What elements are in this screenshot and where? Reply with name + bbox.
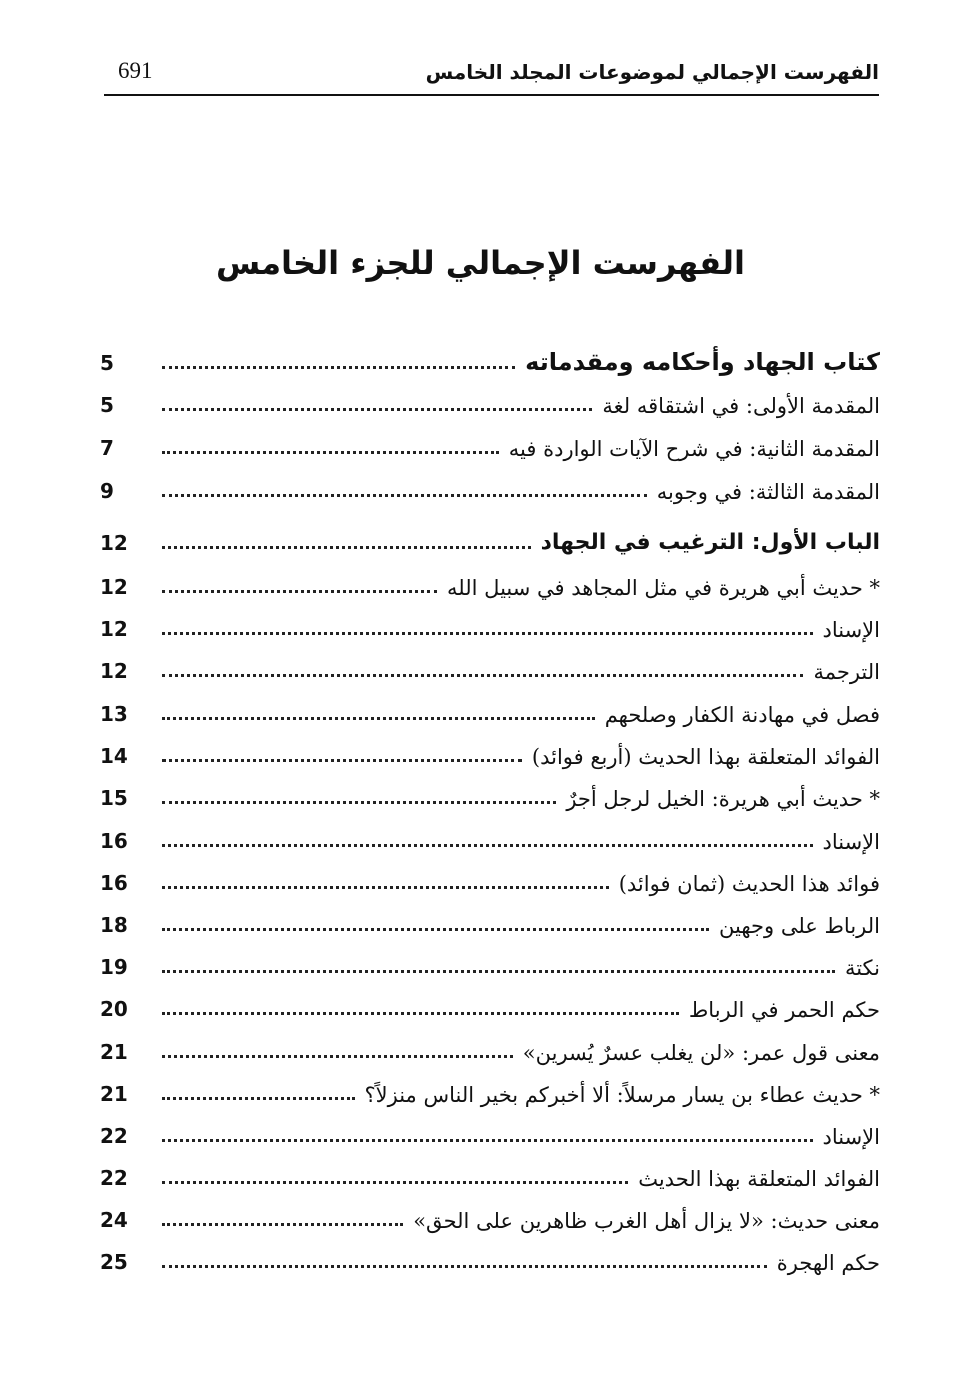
toc-entry — [100, 773, 880, 813]
toc-entry-page: 7 — [100, 436, 114, 460]
section-heading: الفهرست الإجمالي للجزء الخامس — [215, 244, 746, 282]
toc-entry — [100, 1153, 880, 1193]
toc-entry-title: الترجمة — [813, 659, 880, 684]
toc-entry — [100, 423, 880, 463]
toc-entry — [100, 380, 880, 420]
toc-entry-title: * حديث أبي هريرة: الخيل لرجل أجرٌ — [566, 786, 880, 811]
dot-leader — [162, 1223, 403, 1226]
toc-entry-title: الإسناد — [822, 617, 880, 642]
toc-entry-page: 12 — [100, 659, 128, 683]
toc-entry-title: الرباط على وجهين — [719, 913, 880, 938]
toc-entry-title: معنى قول عمر: «لن يغلب عسرٌ يُسرين» — [522, 1040, 880, 1065]
toc-entry-page: 14 — [100, 744, 128, 768]
toc-entry — [100, 646, 880, 686]
dot-leader — [162, 759, 522, 762]
toc-entry — [100, 518, 880, 558]
page-number: 691 — [118, 58, 153, 83]
toc-entry-title: فصل في مهادنة الكفار وصلحهم — [604, 702, 880, 727]
toc-entry-title: * حديث أبي هريرة في مثل المجاهد في سبيل الله — [447, 575, 880, 600]
toc-entry-page: 12 — [100, 531, 128, 555]
toc-entry — [100, 689, 880, 729]
dot-leader — [162, 970, 835, 973]
toc-entry — [100, 984, 880, 1024]
toc-entry-page: 5 — [100, 351, 114, 375]
toc-entry-title: معنى حديث: «لا يزال أهل الغرب ظاهرين على الحق» — [413, 1208, 880, 1233]
toc-entry-page: 15 — [100, 786, 128, 810]
toc-entry — [100, 1027, 880, 1067]
toc-entry — [100, 816, 880, 856]
toc-entry-page: 9 — [100, 479, 114, 503]
toc-entry-title: المقدمة الأولى: في اشتقاقه لغة — [602, 393, 880, 418]
toc-entry-page: 22 — [100, 1124, 128, 1148]
dot-leader — [162, 451, 499, 454]
dot-leader — [162, 801, 556, 804]
toc-entry-page: 13 — [100, 702, 128, 726]
toc-entry-title: حكم الهجرة — [776, 1250, 880, 1275]
toc-entry-title: حكم الحمر في الرباط — [688, 997, 880, 1022]
toc-entry-page: 22 — [100, 1166, 128, 1190]
toc-entry-page: 16 — [100, 829, 128, 853]
toc-entry-page: 12 — [100, 617, 128, 641]
toc-entry-page: 16 — [100, 871, 128, 895]
dot-leader — [162, 674, 803, 677]
toc-entry — [100, 1237, 880, 1277]
toc-entry-title: الإسناد — [822, 1124, 880, 1149]
toc-entry-page: 21 — [100, 1082, 128, 1106]
toc-entry — [100, 731, 880, 771]
toc-entry-page: 20 — [100, 997, 128, 1021]
dot-leader — [162, 632, 813, 635]
dot-leader — [162, 928, 709, 931]
toc-entry — [100, 1111, 880, 1151]
toc-entry — [100, 466, 880, 506]
toc-entry-page: 19 — [100, 955, 128, 979]
dot-leader — [162, 886, 609, 889]
toc-entry — [100, 1069, 880, 1109]
dot-leader — [162, 1265, 767, 1268]
toc-entry — [100, 900, 880, 940]
toc-entry-title: الفوائد المتعلقة بهذا الحديث — [638, 1166, 880, 1191]
toc-entry-page: 25 — [100, 1250, 128, 1274]
toc-entry-page: 18 — [100, 913, 128, 937]
toc-entry-title: فوائد هذا الحديث (ثمان فوائد) — [618, 871, 880, 896]
toc-entry-title: المقدمة الثالثة: في وجوبه — [656, 479, 880, 504]
toc-entry — [100, 562, 880, 602]
toc-entry-page: 5 — [100, 393, 114, 417]
running-header — [104, 56, 879, 96]
toc-entry-title: كتاب الجهاد وأحكامه ومقدماته — [525, 347, 880, 376]
dot-leader — [162, 590, 437, 593]
dot-leader — [162, 1139, 813, 1142]
dot-leader — [162, 1012, 679, 1015]
toc-entry-title: الفوائد المتعلقة بهذا الحديث (أربع فوائد) — [531, 744, 880, 769]
dot-leader — [162, 546, 531, 549]
toc-entry-page: 12 — [100, 575, 128, 599]
toc-entry-title: الباب الأول: الترغيب في الجهاد — [540, 530, 880, 556]
running-header-title: الفهرست الإجمالي لموضوعات المجلد الخامس — [425, 60, 879, 84]
toc-entry-title: الإسناد — [822, 829, 880, 854]
toc-entry — [100, 942, 880, 982]
toc-entry-title: المقدمة الثانية: في شرح الآيات الواردة فيه — [508, 436, 880, 461]
dot-leader — [162, 494, 647, 497]
toc-entry — [100, 338, 880, 378]
toc-entry-title: نكتة — [844, 955, 880, 980]
toc-entry — [100, 858, 880, 898]
toc-entry — [100, 604, 880, 644]
dot-leader — [162, 844, 813, 847]
dot-leader — [162, 408, 592, 411]
dot-leader — [162, 366, 515, 369]
toc-entry-page: 24 — [100, 1208, 128, 1232]
toc-entry-page: 21 — [100, 1040, 128, 1064]
dot-leader — [162, 1181, 628, 1184]
dot-leader — [162, 1055, 513, 1058]
dot-leader — [162, 717, 595, 720]
toc-entry — [100, 1195, 880, 1235]
toc-entry-title: * حديث عطاء بن يسار مرسلاً: ألا أخبركم بخير الناس منزلاً؟ — [364, 1082, 880, 1107]
dot-leader — [162, 1097, 355, 1100]
